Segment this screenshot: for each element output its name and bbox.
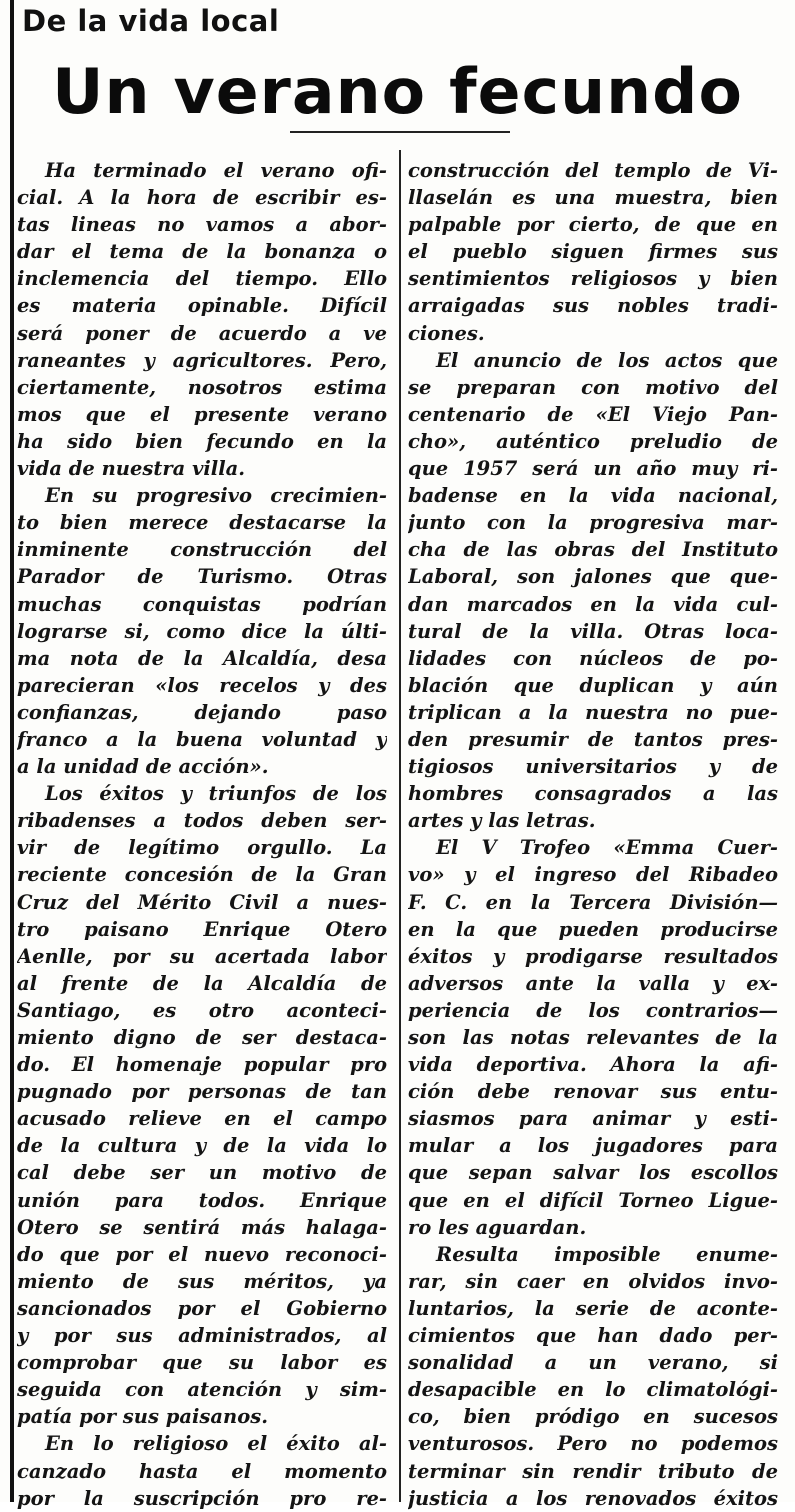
text-line: éxitos y prodigarse resultados bbox=[408, 944, 778, 968]
column-divider bbox=[399, 150, 401, 1502]
text-line: lograrse si, como dice la últi- bbox=[17, 619, 387, 643]
text-line: dar el tema de la bonanza o bbox=[17, 240, 387, 264]
text-line: Otero se sentirá más halaga- bbox=[17, 1215, 387, 1239]
text-line: se preparan con motivo del bbox=[408, 375, 778, 399]
text-line: ha sido bien fecundo en la bbox=[17, 429, 387, 453]
text-line: cal debe ser un motivo de bbox=[17, 1161, 387, 1185]
text-line: En su progresivo crecimien- bbox=[45, 484, 387, 508]
text-line: terminar sin rendir tributo de bbox=[408, 1459, 778, 1483]
text-line: por la suscripción pro re- bbox=[17, 1486, 387, 1510]
text-line: cimientos que han dado per- bbox=[408, 1324, 778, 1348]
text-line: es materia opinable. Difícil bbox=[17, 294, 387, 318]
text-line: Cruz del Mérito Civil a nues- bbox=[17, 890, 387, 914]
text-line: comprobar que su labor es bbox=[17, 1351, 387, 1375]
text-line: al frente de la Alcaldía de bbox=[17, 971, 387, 995]
text-line: tas lineas no vamos a abor- bbox=[17, 213, 387, 237]
text-line: vida de nuestra villa. bbox=[17, 457, 246, 481]
text-line: mos que el presente verano bbox=[17, 402, 387, 426]
text-line: tro paisano Enrique Otero bbox=[17, 917, 387, 941]
text-line: llaselán es una muestra, bien bbox=[408, 186, 778, 210]
text-line: vida deportiva. Ahora la afi- bbox=[408, 1053, 778, 1077]
text-line: ro les aguardan. bbox=[408, 1215, 587, 1239]
text-line: cha de las obras del Instituto bbox=[408, 538, 778, 562]
text-line: cial. A la hora de escribir es- bbox=[17, 186, 387, 210]
text-line: Los éxitos y triunfos de los bbox=[45, 782, 387, 806]
text-line: den presumir de tantos pres- bbox=[408, 727, 778, 751]
text-line: F. C. en la Tercera División— bbox=[408, 890, 778, 914]
text-line: badense en la vida nacional, bbox=[408, 484, 778, 508]
text-line: reciente concesión de la Gran bbox=[17, 863, 387, 887]
text-line: mular a los jugadores para bbox=[408, 1134, 778, 1158]
article-column-left bbox=[17, 157, 387, 1512]
text-line: construcción del templo de Vi- bbox=[408, 159, 778, 182]
text-line: justicia a los renovados éxitos bbox=[408, 1486, 778, 1510]
text-line: inclemencia del tiempo. Ello bbox=[17, 267, 387, 291]
text-line: palpable por cierto, de que en bbox=[408, 213, 778, 237]
headline: Un verano fecundo bbox=[52, 55, 743, 128]
text-line: el pueblo siguen firmes sus bbox=[408, 240, 778, 264]
text-line: será poner de acuerdo a ve bbox=[17, 321, 387, 345]
text-line: artes y las letras. bbox=[408, 809, 596, 833]
text-line: ciones. bbox=[408, 321, 485, 345]
text-line: centenario de «El Viejo Pan- bbox=[408, 402, 778, 426]
text-line: inminente construcción del bbox=[17, 538, 387, 562]
text-line: arraigadas sus nobles tradi- bbox=[408, 294, 778, 318]
text-line: triplican a la nuestra no pue- bbox=[408, 700, 778, 724]
text-line: vir de legítimo orgullo. La bbox=[17, 836, 387, 860]
text-line: tigiosos universitarios y de bbox=[408, 755, 778, 779]
section-label: De la vida local bbox=[22, 4, 280, 38]
text-line: siasmos para animar y esti- bbox=[408, 1107, 778, 1131]
text-line: Laboral, son jalones que que- bbox=[408, 565, 778, 589]
text-line: muchas conquistas podrían bbox=[17, 592, 387, 616]
text-line: franco a la buena voluntad y bbox=[17, 727, 387, 751]
headline-rule bbox=[290, 131, 510, 133]
text-line: vo» y el ingreso del Ribadeo bbox=[408, 863, 778, 887]
text-line: son las notas relevantes de la bbox=[408, 1026, 778, 1049]
text-line: pugnado por personas de tan bbox=[17, 1080, 387, 1104]
text-line: adversos ante la valla y ex- bbox=[408, 971, 778, 995]
text-line: junto con la progresiva mar- bbox=[408, 511, 778, 535]
text-line: Parador de Turismo. Otras bbox=[17, 565, 387, 589]
text-line: lidades con núcleos de po- bbox=[408, 646, 778, 670]
text-line: sancionados por el Gobierno bbox=[17, 1296, 387, 1320]
text-line: ma nota de la Alcaldía, desa bbox=[17, 646, 387, 670]
text-line: luntarios, la serie de aconte- bbox=[408, 1296, 778, 1320]
text-line: El anuncio de los actos que bbox=[436, 348, 778, 372]
text-line: que 1957 será un año muy ri- bbox=[408, 457, 778, 481]
text-line: ciertamente, nosotros estima bbox=[17, 375, 387, 399]
text-line: confianzas, dejando paso bbox=[17, 700, 387, 724]
text-line: en la que pueden producirse bbox=[408, 917, 778, 941]
text-line: de la cultura y de la vida lo bbox=[17, 1134, 387, 1158]
text-line: hombres consagrados a las bbox=[408, 782, 778, 806]
text-line: ción debe renovar sus entu- bbox=[408, 1080, 778, 1104]
text-line: rar, sin caer en olvidos invo- bbox=[408, 1269, 778, 1293]
text-line: El V Trofeo «Emma Cuer- bbox=[436, 836, 778, 860]
text-line: que en el difícil Torneo Ligue- bbox=[408, 1188, 778, 1212]
text-line: En lo religioso el éxito al- bbox=[45, 1432, 387, 1456]
article-column-right bbox=[408, 157, 778, 1512]
text-line: tural de la villa. Otras loca- bbox=[408, 619, 778, 643]
text-line: miento de sus méritos, ya bbox=[17, 1269, 387, 1293]
text-line: acusado relieve en el campo bbox=[17, 1107, 387, 1131]
text-line: to bien merece destacarse la bbox=[17, 511, 387, 535]
text-line: raneantes y agricultores. Pero, bbox=[17, 348, 387, 372]
text-line: ribadenses a todos deben ser- bbox=[17, 809, 387, 833]
text-line: parecieran «los recelos y des bbox=[17, 673, 387, 697]
text-line: patía por sus paisanos. bbox=[17, 1405, 268, 1429]
text-line: Resulta imposible enume- bbox=[436, 1242, 778, 1266]
text-line: Santiago, es otro aconteci- bbox=[17, 998, 387, 1022]
text-line: desapacible en lo climatológi- bbox=[408, 1378, 778, 1402]
text-line: a la unidad de acción». bbox=[17, 755, 269, 779]
text-line: blación que duplican y aún bbox=[408, 673, 778, 697]
text-line: cho», auténtico preludio de bbox=[408, 429, 778, 453]
text-line: do. El homenaje popular pro bbox=[17, 1053, 387, 1077]
text-line: dan marcados en la vida cul- bbox=[408, 592, 778, 616]
text-line: sonalidad a un verano, si bbox=[408, 1351, 778, 1375]
text-line: y por sus administrados, al bbox=[17, 1324, 387, 1348]
text-line: seguida con atención y sim- bbox=[17, 1378, 387, 1402]
text-line: que sepan salvar los escollos bbox=[408, 1161, 778, 1185]
text-line: sentimientos religiosos y bien bbox=[408, 267, 778, 291]
text-line: Ha terminado el verano ofi- bbox=[45, 159, 387, 182]
left-border-rule bbox=[10, 0, 14, 1502]
text-line: venturosos. Pero no podemos bbox=[408, 1432, 778, 1456]
text-line: co, bien pródigo en sucesos bbox=[408, 1405, 778, 1429]
text-line: Aenlle, por su acertada labor bbox=[17, 944, 387, 968]
text-line: periencia de los contrarios— bbox=[408, 998, 778, 1022]
text-line: do que por el nuevo reconoci- bbox=[17, 1242, 387, 1266]
text-line: canzado hasta el momento bbox=[17, 1459, 387, 1483]
text-line: unión para todos. Enrique bbox=[17, 1188, 387, 1212]
text-line: miento digno de ser destaca- bbox=[17, 1026, 387, 1049]
